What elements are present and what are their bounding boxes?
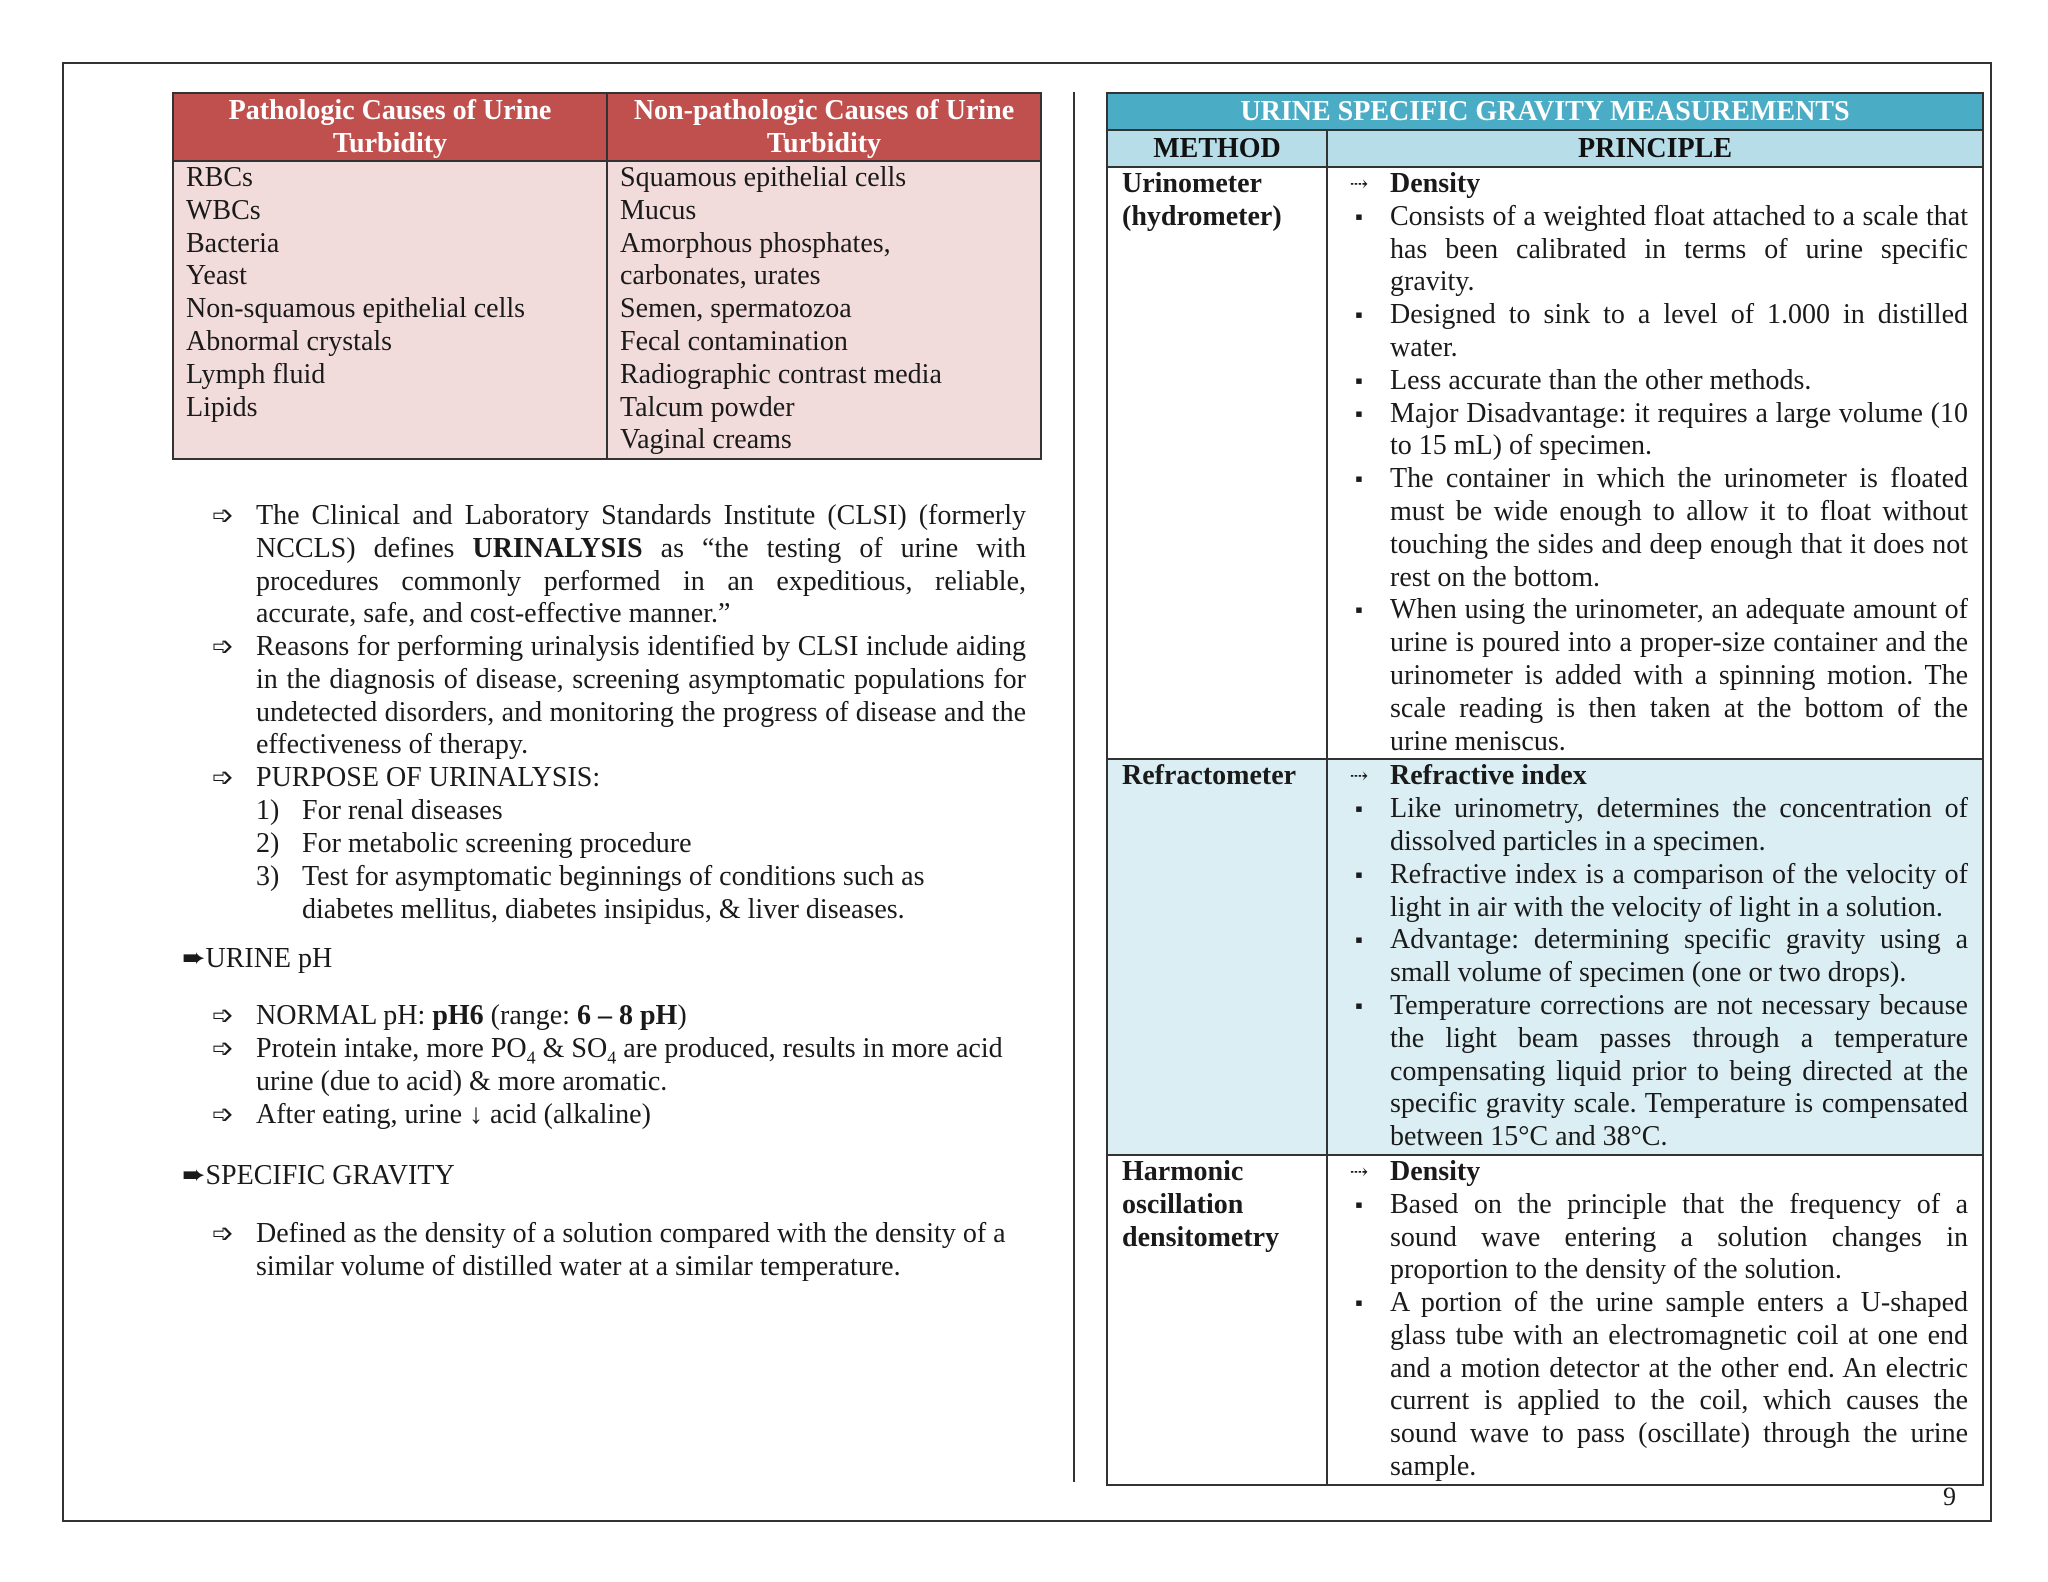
- square-bullet-icon: ▪: [1355, 992, 1363, 1018]
- method-cell: Refractometer: [1107, 759, 1327, 1155]
- specific-gravity-table: [1106, 92, 1984, 1486]
- table-title: URINE SPECIFIC GRAVITY MEASUREMENTS: [1107, 93, 1983, 130]
- list-item: RBCs: [186, 162, 253, 193]
- list-item: Fecal contamination: [620, 325, 848, 357]
- principle-cell: ⇢ Refractive index ▪ Like urinometry, determines the concentration of dissolved particles in a specimen. ▪ Refractive index is a comparison of the velocity of light in air with the velocity of light in a solution. ▪ Advantage: determining specific gravity using a small volume of specimen (one or two drops). ▪ Temperature corrections are not necessary because the light beam passes through a temperature compensating liquid prior to being directed at the specific gravity scale. Temperature is compensated between 15°C and 38°C.: [1327, 759, 1983, 1155]
- table-row: [1107, 1155, 1983, 1485]
- arrow-bullet-icon: ➩: [212, 632, 234, 661]
- square-bullet-icon: ▪: [1355, 597, 1363, 623]
- ph-eating: After eating, urine ↓ acid (alkaline): [256, 1099, 651, 1130]
- list-item: Abnormal crystals: [186, 325, 393, 357]
- list-item: Radiographic contrast media: [620, 358, 942, 390]
- list-item: Semen, spermatozoa: [620, 293, 852, 325]
- clsi-definition: The Clinical and Laboratory Standards Institute (CLSI) (formerly NCCLS) defines URINALYSIS as “the testing of urine with procedures commonly performed in an expeditious, reliable, accurate, safe, and cost-effective manner.”: [256, 500, 1026, 630]
- square-bullet-icon: ▪: [1355, 302, 1363, 328]
- sg-definition-section: [0, 1218, 1060, 1288]
- list-item: WBCs: [186, 194, 261, 226]
- purpose-item: For renal diseases: [302, 795, 503, 826]
- square-bullet-icon: ▪: [1355, 927, 1363, 953]
- list-item: Lymph fluid: [186, 358, 326, 390]
- method-cell: Harmonic oscillation densitometry: [1107, 1155, 1327, 1485]
- urine-ph-heading: ➨URINE pH: [182, 943, 333, 974]
- list-item: Non-squamous epithelial cells: [186, 293, 526, 325]
- table-row: [1107, 167, 1983, 759]
- purpose-title: PURPOSE OF URINALYSIS:: [256, 762, 601, 793]
- turbidity-table: [172, 92, 1042, 460]
- list-item: Amorphous phosphates,: [620, 227, 891, 259]
- list-item: Lipids: [186, 391, 258, 423]
- purpose-number: 2): [256, 828, 280, 859]
- arrow-bullet-icon: ➩: [212, 1001, 234, 1030]
- purpose-number: 1): [256, 795, 280, 826]
- square-bullet-icon: ▪: [1355, 1191, 1363, 1217]
- list-item: Mucus: [620, 194, 697, 226]
- purpose-item: For metabolic screening procedure: [302, 828, 692, 859]
- clsi-reasons: Reasons for performing urinalysis identified by CLSI include aiding in the diagnosis of disease, screening asymptomatic populations for undetected disorders, and monitoring the progress of disease and the effectiveness of therapy.: [256, 631, 1026, 761]
- list-item: Bacteria: [186, 227, 280, 259]
- purpose-number: 3): [256, 861, 280, 892]
- method-cell: Urinometer (hydrometer): [1107, 167, 1327, 759]
- principle-header: PRINCIPLE: [1327, 130, 1983, 167]
- square-bullet-icon: ▪: [1355, 203, 1363, 229]
- column-divider: [1073, 92, 1075, 1482]
- square-bullet-icon: ▪: [1355, 367, 1363, 393]
- specific-gravity-heading: ➨SPECIFIC GRAVITY: [182, 1160, 455, 1191]
- pathologic-header: Pathologic Causes of Urine Turbidity: [173, 93, 607, 161]
- purpose-item: Test for asymptomatic beginnings of conditions such as diabetes mellitus, diabetes insipidus, & liver diseases.: [302, 861, 925, 925]
- dashed-arrow-icon: ⇢: [1349, 171, 1369, 196]
- arrow-bullet-icon: ➩: [212, 501, 234, 530]
- ph-protein: Protein intake, more $PO_4$ & $SO_4$ are produced, results in more acid urine (due to acid) & more aromatic.: [256, 1033, 1003, 1097]
- list-item: Yeast: [186, 260, 247, 292]
- square-bullet-icon: ▪: [1355, 1290, 1363, 1316]
- square-bullet-icon: ▪: [1355, 400, 1363, 426]
- list-item: carbonates, urates: [620, 260, 821, 292]
- dashed-arrow-icon: ⇢: [1349, 763, 1369, 789]
- list-item: Vaginal creams: [620, 424, 792, 456]
- arrow-bullet-icon: ➩: [212, 763, 234, 792]
- square-bullet-icon: ▪: [1355, 796, 1363, 822]
- urinalysis-section: [0, 500, 1060, 1060]
- arrow-bullet-icon: ➩: [212, 1034, 234, 1063]
- non-pathologic-header: Non-pathologic Causes of Urine Turbidity: [607, 93, 1041, 161]
- pathologic-list: [173, 161, 607, 459]
- dashed-arrow-icon: ⇢: [1349, 1158, 1369, 1184]
- arrow-bullet-icon: ➩: [212, 1100, 234, 1129]
- page-number: 9: [1943, 1482, 1956, 1511]
- square-bullet-icon: ▪: [1355, 466, 1363, 492]
- pointer-bullet-icon: ➨: [182, 943, 206, 974]
- list-item: Squamous epithelial cells: [620, 162, 907, 193]
- down-arrow-icon: ↓: [469, 1099, 484, 1130]
- square-bullet-icon: ▪: [1355, 861, 1363, 887]
- ph-normal: NORMAL pH: pH6 (range: 6 – 8 pH): [256, 1000, 687, 1031]
- non-pathologic-list: [607, 161, 1041, 459]
- table-row: [1107, 759, 1983, 1155]
- sg-definition: Defined as the density of a solution compared with the density of a similar volume of distilled water at a similar temperature.: [256, 1218, 1006, 1282]
- method-header: METHOD: [1107, 130, 1327, 167]
- pointer-bullet-icon: ➨: [182, 1160, 206, 1191]
- urinalysis-term: URINALYSIS: [472, 532, 643, 564]
- ph-section: [0, 1000, 1060, 1140]
- list-item: Talcum powder: [620, 391, 795, 423]
- principle-cell: ⇢ Density ▪ Consists of a weighted float attached to a scale that has been calibrated in terms of urine specific gravity. ▪ Designed to sink to a level of 1.000 in distilled water. ▪ Less accurate than the other methods. ▪ Major Disadvantage: it requires a large volume (10 to 15 mL) of specimen. ▪ The container in which the urinometer is floated must be wide enough to allow it to float without touching the sides and deep enough that it does not rest on the bottom. ▪ When using the urinometer, an adequate amount of urine is poured into a proper-size container and the urinometer is added with a spinning motion. The scale reading is then taken at the bottom of the urine meniscus.: [1327, 167, 1983, 759]
- arrow-bullet-icon: ➩: [212, 1219, 234, 1248]
- principle-cell: ⇢ Density ▪ Based on the principle that the frequency of a sound wave entering a solution changes in proportion to the density of the solution. ▪ A portion of the urine sample enters a U-shaped glass tube with an electromagnetic coil at one end and a motion detector at the other end. An electric current is applied to the coil, which causes the sound wave to pass (oscillate) through the urine sample.: [1327, 1155, 1983, 1485]
